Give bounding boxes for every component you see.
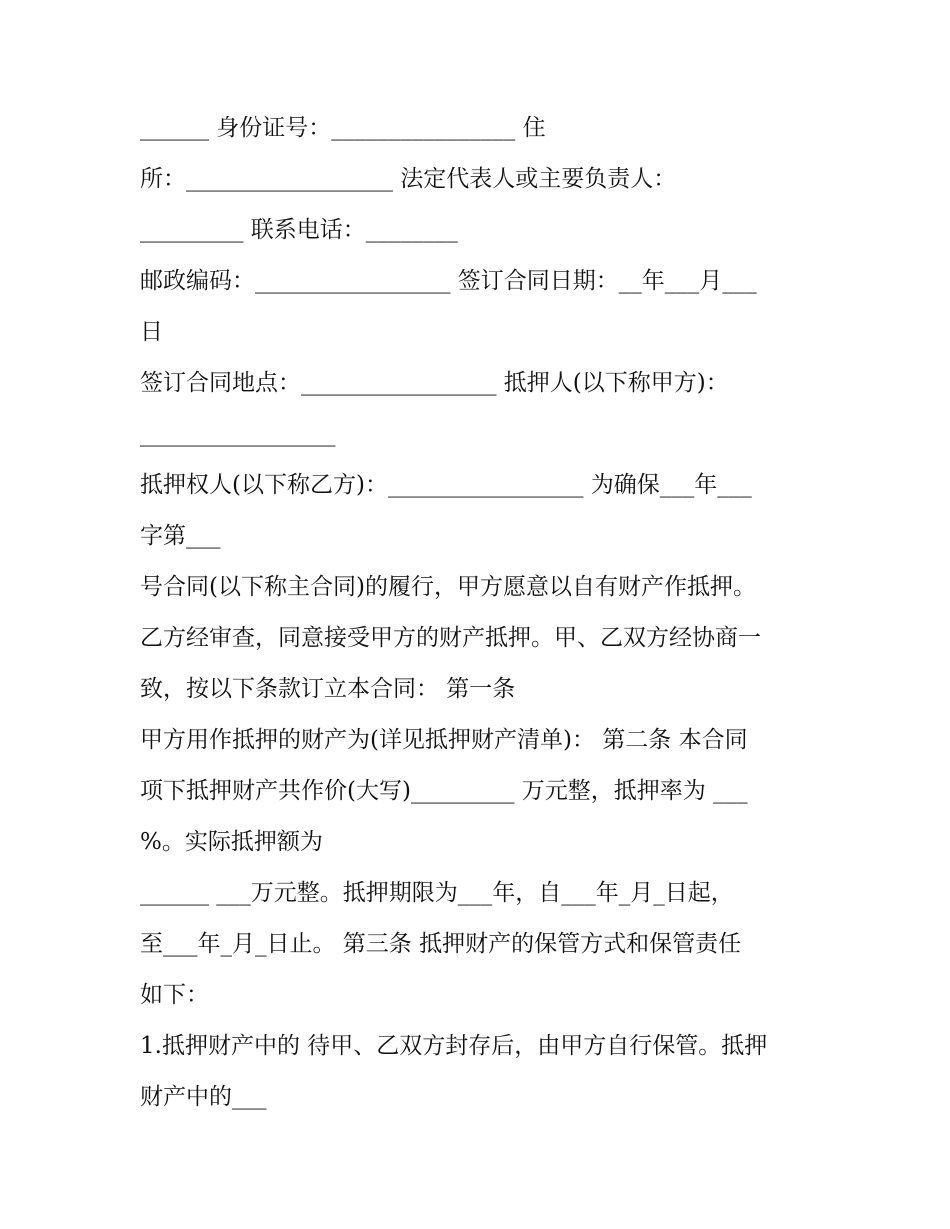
text-line: 至___年_月_日止。 第三条 抵押财产的保管方式和保管责任: [140, 931, 742, 957]
text-line: ______ 身份证号：________________ 住: [140, 115, 546, 141]
text-line: 财产中的___: [140, 1084, 267, 1110]
contract-body: [140, 103, 820, 1123]
text-line: 致，按以下条款订立本合同： 第一条: [140, 676, 516, 702]
text-line: 所：__________________ 法定代表人或主要负责人：: [140, 166, 677, 192]
text-line: 号合同(以下称主合同)的履行，甲方愿意以自有财产作抵押。: [140, 574, 756, 600]
text-line: %。实际抵押额为: [140, 829, 323, 855]
text-line: _________ 联系电话：________: [140, 217, 458, 243]
text-line: 项下抵押财产共作价(大写)_________ 万元整，抵押率为 ___: [140, 778, 748, 804]
text-line: 甲方用作抵押的财产为(详见抵押财产清单)： 第二条 本合同: [140, 727, 748, 753]
text-line: _________________: [140, 421, 336, 447]
text-line: 乙方经审查，同意接受甲方的财产抵押。甲、乙双方经协商一: [140, 625, 761, 651]
text-line: ______ ___万元整。抵押期限为___年，自___年_月_日起，: [140, 880, 734, 906]
text-line: 字第___: [140, 523, 221, 549]
text-line: 1.抵押财产中的 待甲、乙双方封存后，由甲方自行保管。抵押: [140, 1033, 768, 1059]
text-line: 邮政编码：_________________ 签订合同日期：__年___月___: [140, 268, 757, 294]
text-line: 签订合同地点：_________________ 抵押人(以下称甲方)：: [140, 370, 729, 396]
text-line: 如下：: [140, 982, 209, 1008]
text-line: 日: [140, 319, 163, 345]
text-line: 抵押权人(以下称乙方)：_________________ 为确保___年___: [140, 472, 752, 498]
